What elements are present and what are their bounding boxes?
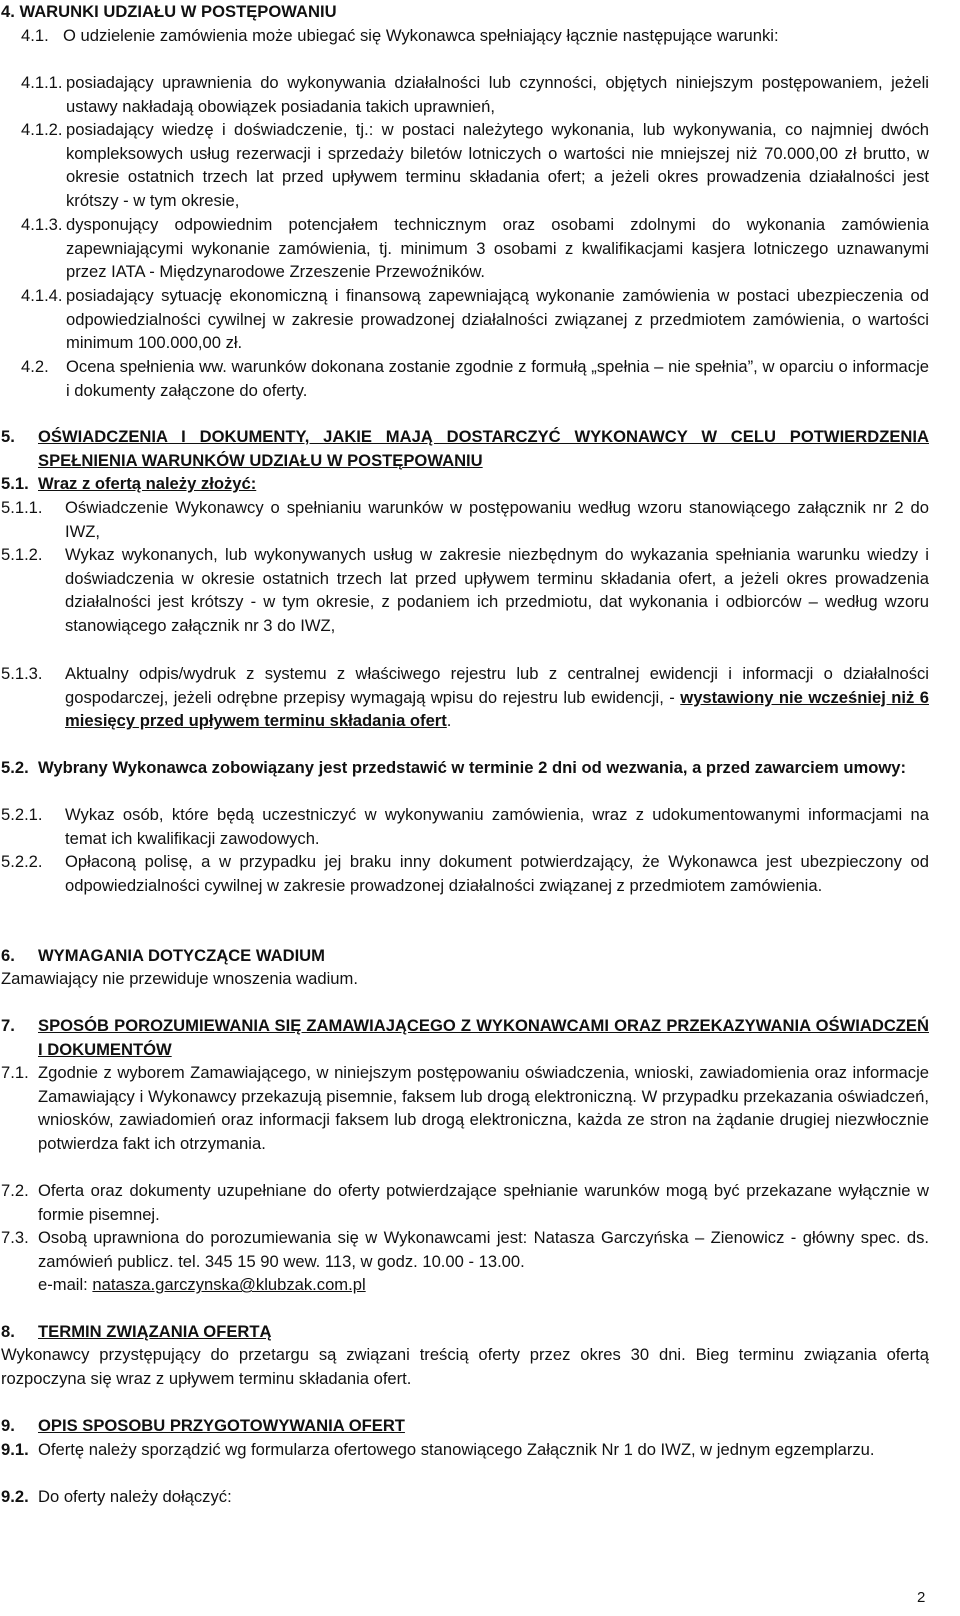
clause-text: Aktualny odpis/wydruk z systemu z właściwego rejestru lub z centralnej ewidencji i informacji o działalności gospodarczej, jeżeli odrębne przepisy wymagają wpisu do rejestru lub ewidencji, - (65, 664, 929, 707)
clause-text: Opłaconą polisę, a w przypadku jej braku inny dokument potwierdzający, że Wykonawca jest ubezpieczony od odpowiedzialności cywilnej w zakresie prowadzonej działalności związanej z przedmiotem zamówienia. (65, 852, 929, 895)
clause-7-1 (1, 1061, 929, 1155)
clause-number: 7.3. (1, 1228, 29, 1247)
clause-4-1 (1, 24, 929, 48)
section-number: 6. (1, 946, 15, 965)
clause-number: 5.1. (1, 474, 29, 493)
clause-number: 5.1.2. (1, 545, 43, 564)
clause-number: 4.1.1. (21, 73, 63, 92)
clause-4-1-3 (1, 213, 929, 284)
clause-number: 5.1.3. (1, 664, 43, 683)
clause-text: Wybrany Wykonawca zobowiązany jest przedstawić w terminie 2 dni od wezwania, a przed zawarciem umowy: (38, 758, 907, 777)
clause-emphasis: wystawiony nie wcześniej niż 6 miesięcy przed upływem terminu składania ofert (65, 687, 929, 731)
section-number: 5. (1, 427, 15, 446)
clause-number: 9.1. (1, 1440, 29, 1459)
clause-9-2 (1, 1485, 929, 1509)
clause-4-1-1 (1, 71, 929, 118)
clause-number: 4.1.4. (21, 286, 63, 305)
clause-number: 5.2.2. (1, 852, 43, 871)
section-number: 7. (1, 1016, 15, 1035)
clause-9-1 (1, 1438, 929, 1462)
clause-end: . (446, 711, 452, 731)
clause-5-1-1 (1, 496, 929, 543)
section-5-heading (1, 425, 929, 472)
clause-number: 7.1. (1, 1063, 29, 1082)
section-6-heading (1, 944, 929, 968)
clause-text: Ofertę należy sporządzić wg formularza ofertowego stanowiącego Załącznik Nr 1 do IWZ, w jednym egzemplarzu. (38, 1440, 875, 1459)
section-9-heading (1, 1414, 929, 1438)
section-title: SPOSÓB POROZUMIEWANIA SIĘ ZAMAWIAJĄCEGO Z WYKONAWCAMI ORAZ PRZEKAZYWANIA OŚWIADCZEŃ I DOKUMENTÓW (38, 1016, 929, 1059)
section-number: 8. (1, 1322, 15, 1341)
clause-4-1-4 (1, 284, 929, 355)
clause-text: Zgodnie z wyborem Zamawiającego, w niniejszym postępowaniu oświadczenia, wnioski, zawiadomienia oraz informacje Zamawiający i Wykonawcy przekazują pisemnie, faksem lub drogą elektroniczną. W przypadku przekazania oświadczeń, wniosków, zawiadomień oraz informacji faksem lub drogą elektroniczna, każda ze stron na żądanie drugiej niezwłocznie potwierdza fakt ich otrzymania. (38, 1063, 929, 1153)
section-title: OŚWIADCZENIA I DOKUMENTY, JAKIE MAJĄ DOSTARCZYĆ WYKONAWCY W CELU POTWIERDZENIA SPEŁNIENIA WARUNKÓW UDZIAŁU W POSTĘPOWANIU (38, 427, 929, 470)
clause-text: dysponujący odpowiednim potencjałem technicznym oraz osobami zdolnymi do wykonania zamówienia zapewniającymi wykonanie zamówienia, tj. minimum 3 osobami z kwalifikacjami kasjera lotniczego uznawanymi przez IATA - Międzynarodowe Zrzeszenie Przewoźników. (66, 215, 929, 282)
clause-number: 4.1. (21, 26, 49, 45)
clause-number: 9.2. (1, 1487, 29, 1506)
clause-text: Do oferty należy dołączyć: (38, 1487, 232, 1506)
section-title: TERMIN ZWIĄZANIA OFERTĄ (38, 1322, 272, 1341)
section-7-heading (1, 1014, 929, 1061)
section-title: WYMAGANIA DOTYCZĄCE WADIUM (38, 946, 325, 965)
section-8-text: Wykonawcy przystępujący do przetargu są związani treścią oferty przez okres 30 dni. Bieg terminu związania ofertą rozpoczyna się wraz z upływem terminu składania ofert. (1, 1345, 929, 1388)
clause-7-3 (1, 1226, 929, 1297)
clause-5-1-3 (1, 662, 929, 733)
clause-4-2 (1, 355, 929, 402)
clause-number: 5.1.1. (1, 498, 43, 517)
clause-text: Oferta oraz dokumenty uzupełniane do oferty potwierdzające spełnianie warunków mogą być przekazane wyłącznie w formie pisemnej. (38, 1181, 929, 1224)
clause-text: O udzielenie zamówienia może ubiegać się Wykonawca spełniający łącznie następujące warunki: (63, 26, 779, 45)
clause-number: 4.1.2. (21, 120, 63, 139)
clause-text: Osobą uprawniona do porozumiewania się w Wykonawcami jest: Natasza Garczyńska – Zienowicz - główny spec. ds. zamówień publicz. tel. 345 15 90 wew. 113, w godz. 10.00 - 13.00. (38, 1228, 929, 1271)
clause-5-2-1 (1, 803, 929, 850)
clause-number: 5.2. (1, 758, 29, 777)
clause-text: posiadający sytuację ekonomiczną i finansową zapewniającą wykonanie zamówienia w postaci ubezpieczenia od odpowiedzialności cywilnej w zakresie prowadzonej działalności związanej z przedmiotem zamówienia, o wartości minimum 100.000,00 zł. (66, 286, 929, 353)
clause-5-2-2 (1, 850, 929, 897)
clause-number: 4.1.3. (21, 215, 63, 234)
email-label: e-mail: (38, 1275, 93, 1295)
clause-4-1-2 (1, 118, 929, 212)
clause-text: Wykaz osób, które będą uczestniczyć w wykonywaniu zamówienia, wraz z udokumentowanymi informacjami na temat ich kwalifikacji zawodowych. (65, 805, 929, 848)
section-title: OPIS SPOSOBU PRZYGOTOWYWANIA OFERT (38, 1416, 405, 1435)
section-number: 9. (1, 1416, 15, 1435)
page-number: 2 (917, 1589, 926, 1606)
section-8-heading (1, 1320, 929, 1344)
clause-number: 7.2. (1, 1181, 29, 1200)
section-4-heading: 4. WARUNKI UDZIAŁU W POSTĘPOWANIU (1, 2, 337, 21)
email-link[interactable]: natasza.garczynska@klubzak.com.pl (92, 1275, 366, 1295)
clause-number: 4.2. (21, 357, 49, 376)
clause-5-1-2 (1, 543, 929, 637)
clause-7-2 (1, 1179, 929, 1226)
clause-5-1 (1, 472, 929, 496)
clause-text: posiadający uprawnienia do wykonywania działalności lub czynności, objętych niniejszym postępowaniem, jeżeli ustawy nakładają obowiązek posiadania takich uprawnień, (66, 73, 929, 116)
clause-text: Wykaz wykonanych, lub wykonywanych usług w zakresie niezbędnym do wykazania spełniania warunku wiedzy i doświadczenia w okresie ostatnich trzech lat przed upływem terminu składania ofert, a jeżeli okres prowadzenia działalności jest krótszy - w tym okresie, z podaniem ich przedmiotu, dat wykonania i odbiorców – według wzoru stanowiącego załącznik nr 3 do IWZ, (65, 545, 929, 635)
clause-text: Oświadczenie Wykonawcy o spełnianiu warunków w postępowaniu według wzoru stanowiącego załącznik nr 2 do IWZ, (65, 498, 929, 541)
clause-text: Wraz z ofertą należy złożyć: (38, 474, 257, 493)
clause-number: 5.2.1. (1, 805, 43, 824)
clause-text: Ocena spełnienia ww. warunków dokonana zostanie zgodnie z formułą „spełnia – nie spełnia”, w oparciu o informacje i dokumenty załączone do oferty. (66, 357, 929, 400)
clause-5-2 (1, 756, 929, 780)
section-6-text: Zamawiający nie przewiduje wnoszenia wadium. (1, 969, 358, 988)
clause-text: posiadający wiedzę i doświadczenie, tj.: w postaci należytego wykonania, lub wykonywania, co najmniej dwóch kompleksowych usług rezerwacji i sprzedaży biletów lotniczych o wartości nie mniejszej niż 70.000,00 zł brutto, w okresie ostatnich trzech lat przed upływem terminu składania ofert; a jeżeli okres prowadzenia działalności jest krótszy - w tym okresie, (66, 120, 929, 210)
